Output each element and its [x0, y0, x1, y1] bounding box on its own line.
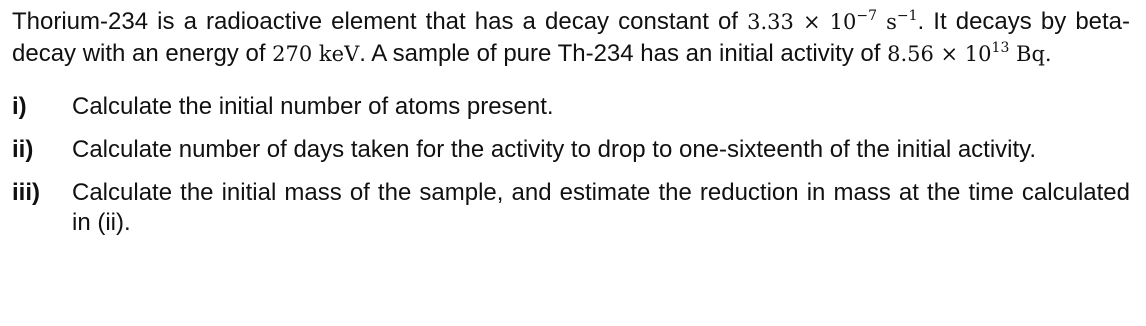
question-item — [12, 92, 1130, 122]
decay-energy: 270 keV — [272, 42, 360, 66]
question-item — [12, 178, 1130, 238]
question-text: Calculate the initial mass of the sample, and estimate the reduction in mass at the time calculated in (ii). — [72, 179, 1130, 236]
intro-text-2: . It decays by beta-decay with an energy of — [12, 8, 1131, 67]
question-text: Calculate number of days taken for the activity to drop to one-sixteenth of the initial activity. — [72, 136, 1037, 163]
question-label: ii) — [12, 136, 34, 163]
question-text: Calculate the initial number of atoms present. — [72, 93, 554, 120]
question-list — [12, 92, 1130, 238]
question-item — [12, 135, 1130, 165]
problem-statement — [12, 6, 1130, 70]
question-label: i) — [12, 93, 27, 120]
decay-constant: $3.33 \times 10^{-7}$ $s^{-1}$ — [747, 8, 918, 34]
question-label: iii) — [12, 179, 40, 206]
initial-activity: $8.56 \times 10^{13}$ Bq. — [887, 40, 1052, 66]
intro-text-1: Thorium-234 is a radioactive element that has a decay constant of — [12, 8, 748, 35]
intro-text-3: . A sample of pure Th-234 has an initial activity of — [359, 40, 888, 67]
